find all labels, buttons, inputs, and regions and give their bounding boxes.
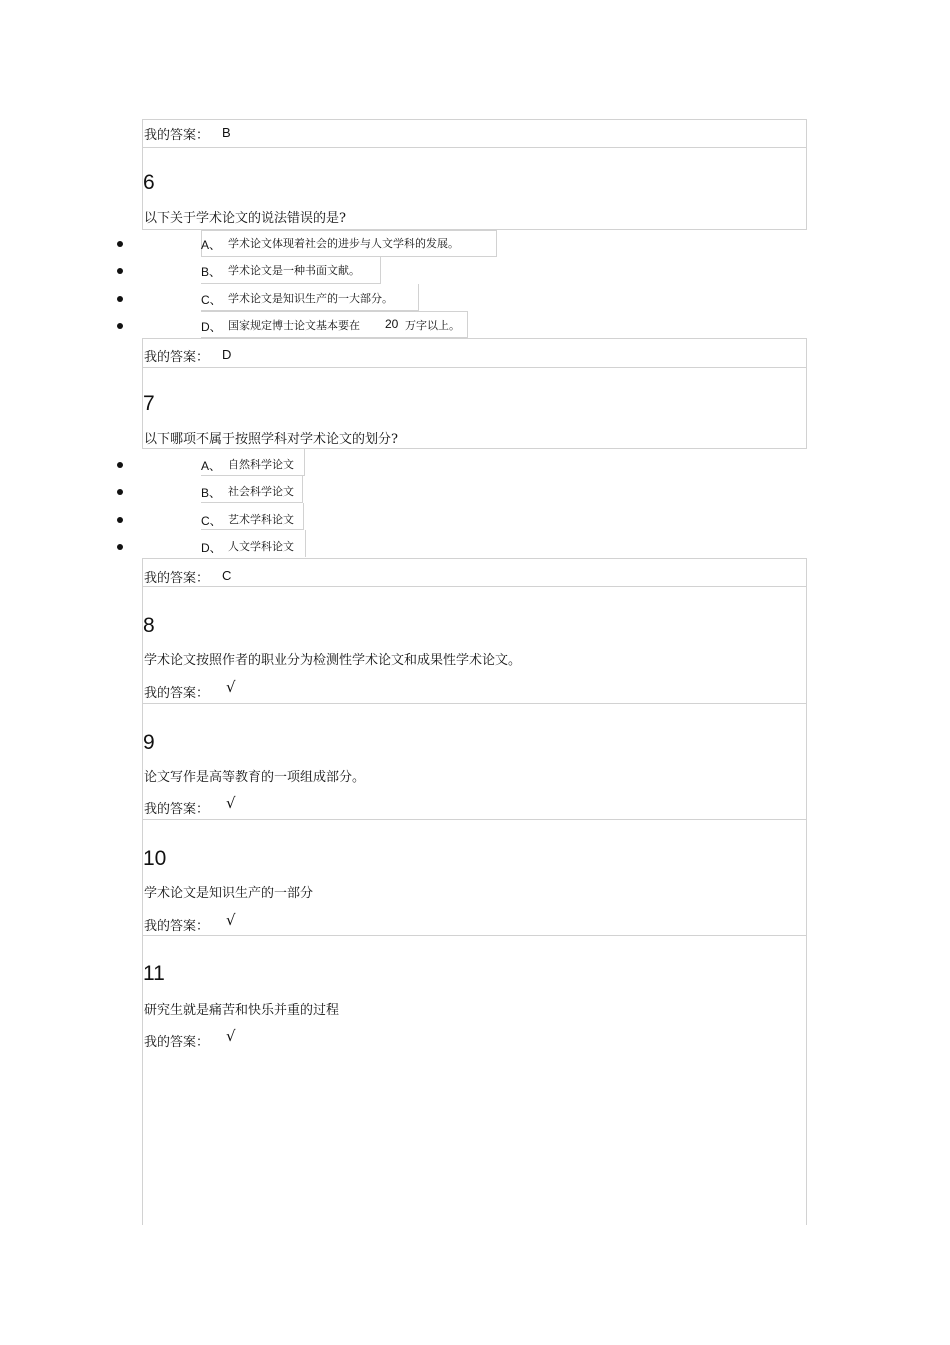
answer-value-q11: √ xyxy=(226,1027,236,1045)
option-letter-q7-b: B、 xyxy=(201,486,222,500)
option-letter-q6-d: D、 xyxy=(201,320,222,334)
question-number-q10: 10 xyxy=(143,847,167,870)
option-text-q7-d: 人文学科论文 xyxy=(228,540,294,553)
answer-value-q9: √ xyxy=(226,794,236,812)
option-text-q6-d: 国家规定博士论文基本要在 xyxy=(228,319,360,332)
answer-value-q7: C xyxy=(222,568,232,583)
answer-value-q10: √ xyxy=(226,911,236,929)
question-number-q7: 7 xyxy=(143,392,155,415)
option-text-q6-c: 学术论文是知识生产的一大部分。 xyxy=(228,292,393,305)
question-text-q7: 以下哪项不属于按照学科对学术论文的划分? xyxy=(144,432,398,447)
answer-label: 我的答案： xyxy=(144,128,210,143)
option-letter-q6-b: B、 xyxy=(201,265,222,279)
question-box-q10 xyxy=(142,819,807,936)
answer-value-q6: D xyxy=(222,347,232,362)
option-number-q6-d: 20 xyxy=(385,317,399,331)
answer-box-q5 xyxy=(142,119,807,148)
question-text-q11: 研究生就是痛苦和快乐并重的过程 xyxy=(144,1003,340,1018)
answer-label: 我的答案： xyxy=(144,686,210,701)
answer-box-q7 xyxy=(142,558,807,587)
option-letter-q7-a: A、 xyxy=(201,459,222,473)
option-text-q7-a: 自然科学论文 xyxy=(228,458,294,471)
answer-label: 我的答案： xyxy=(144,802,210,817)
option-letter-q7-d: D、 xyxy=(201,541,222,555)
option-text-q6-b: 学术论文是一种书面文献。 xyxy=(228,264,360,277)
question-text-q9: 论文写作是高等教育的一项组成部分。 xyxy=(144,770,366,785)
answer-box-q6 xyxy=(142,338,807,368)
question-text-q8: 学术论文按照作者的职业分为检测性学术论文和成果性学术论文。 xyxy=(144,653,522,668)
bullet-icon xyxy=(117,517,123,523)
answer-value-q8: √ xyxy=(226,678,236,696)
bullet-icon xyxy=(117,323,123,329)
question-text-q10: 学术论文是知识生产的一部分 xyxy=(144,886,314,901)
answer-value-q5: B xyxy=(222,125,231,140)
bullet-icon xyxy=(117,544,123,550)
bullet-icon xyxy=(117,489,123,495)
bullet-icon xyxy=(117,268,123,274)
bullet-icon xyxy=(117,296,123,302)
question-number-q6: 6 xyxy=(143,171,155,194)
answer-label: 我的答案： xyxy=(144,350,210,365)
option-letter-q7-c: C、 xyxy=(201,514,222,528)
question-number-q9: 9 xyxy=(143,731,155,754)
option-letter-q6-c: C、 xyxy=(201,293,222,307)
question-box-q8 xyxy=(142,586,807,704)
answer-label: 我的答案： xyxy=(144,1035,210,1050)
question-number-q8: 8 xyxy=(143,614,155,637)
option-text-q7-c: 艺术学科论文 xyxy=(228,513,294,526)
option-letter-q6-a: A、 xyxy=(201,238,222,252)
option-suffix-q6-d: 万字以上。 xyxy=(405,319,460,332)
answer-label: 我的答案： xyxy=(144,919,210,934)
bullet-icon xyxy=(117,462,123,468)
option-text-q6-a: 学术论文体现着社会的进步与人文学科的发展。 xyxy=(228,237,459,250)
question-number-q11: 11 xyxy=(143,962,165,985)
answer-label: 我的答案： xyxy=(144,571,210,586)
question-text-q6: 以下关于学术论文的说法错误的是? xyxy=(144,211,346,226)
bullet-icon xyxy=(117,241,123,247)
question-box-q9 xyxy=(142,703,807,820)
option-text-q7-b: 社会科学论文 xyxy=(228,485,294,498)
question-box-q11 xyxy=(142,935,807,1225)
